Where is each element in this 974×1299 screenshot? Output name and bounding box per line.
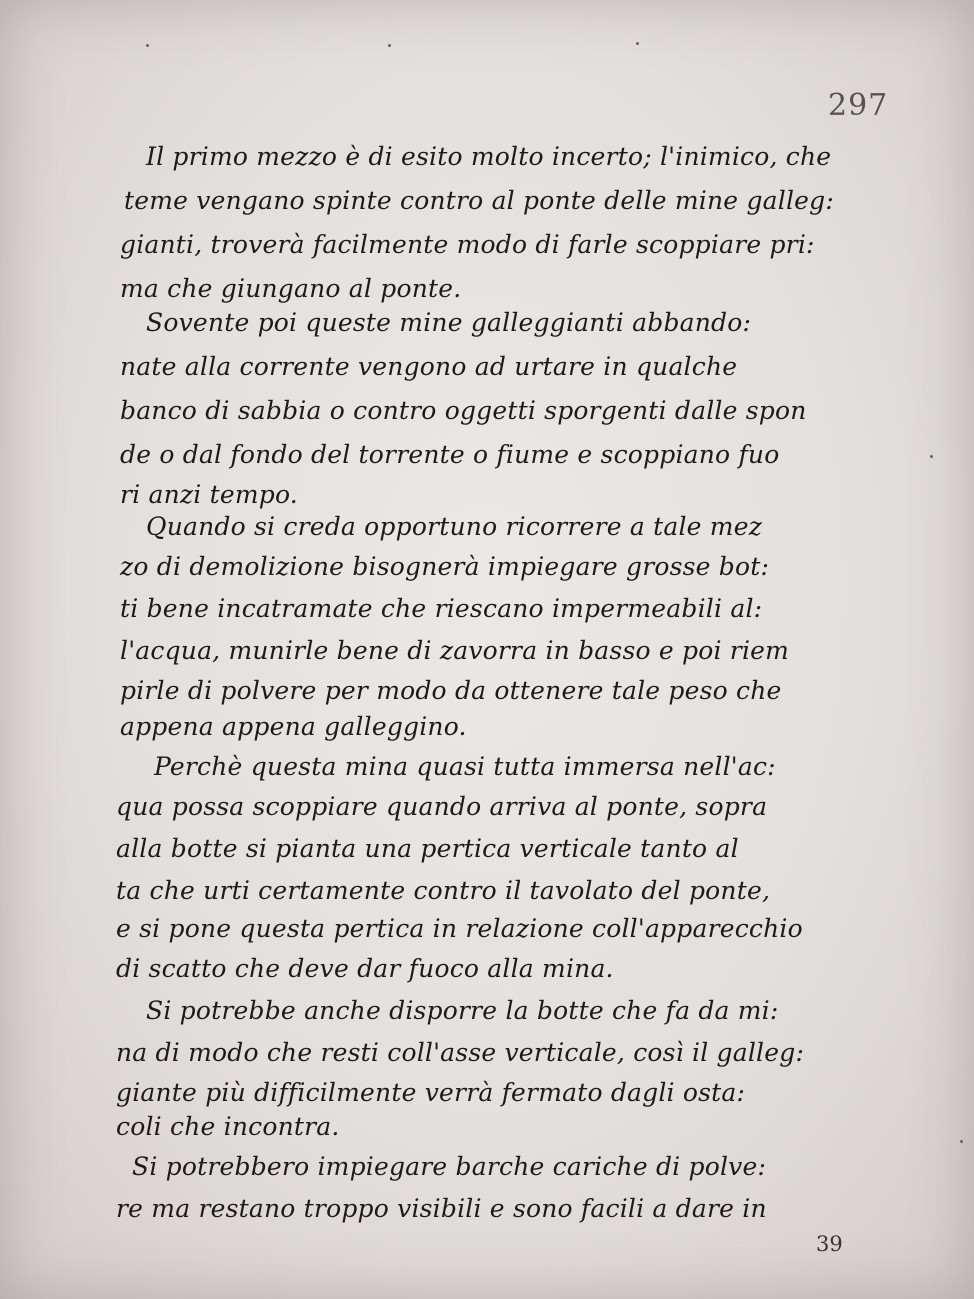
ink-speck (636, 42, 639, 45)
ink-speck (930, 455, 933, 458)
text-line: Quando si creda opportuno ricorrere a tale mez (146, 512, 763, 541)
text-line: alla botte si pianta una pertica verticale tanto al (116, 834, 739, 863)
text-line: appena appena galleggino. (120, 712, 467, 741)
text-line: qua possa scoppiare quando arriva al ponte, sopra (116, 792, 768, 821)
text-line: Si potrebbe anche disporre la botte che fa da mi: (146, 996, 779, 1025)
text-line: ta che urti certamente contro il tavolato del ponte, (116, 876, 771, 905)
text-line: Sovente poi queste mine galleggianti abbando: (146, 308, 752, 337)
text-line: banco di sabbia o contro oggetti sporgenti dalle spon (120, 396, 807, 425)
text-line: gianti, troverà facilmente modo di farle scoppiare pri: (120, 230, 815, 259)
text-line: ti bene incatramate che riescano impermeabili al: (120, 594, 763, 623)
text-line: ma che giungano al ponte. (120, 274, 462, 303)
ink-speck (146, 44, 149, 47)
text-line: Si potrebbero impiegare barche cariche di polve: (132, 1152, 767, 1181)
text-line: zo di demolizione bisognerà impiegare grosse bot: (120, 552, 770, 581)
text-line: nate alla corrente vengono ad urtare in qualche (120, 352, 738, 381)
ink-speck (960, 1140, 963, 1143)
text-line: coli che incontra. (116, 1112, 340, 1141)
text-line: Il primo mezzo è di esito molto incerto; l'inimico, che (146, 142, 832, 171)
text-line: re ma restano troppo visibili e sono facili a dare in (116, 1194, 767, 1223)
signature-number: 39 (816, 1232, 843, 1256)
text-line: l'acqua, munirle bene di zavorra in basso e poi riem (120, 636, 790, 665)
text-line: teme vengano spinte contro al ponte delle mine galleg: (124, 186, 834, 215)
text-line: di scatto che deve dar fuoco alla mina. (116, 954, 614, 983)
text-line: de o dal fondo del torrente o fiume e scoppiano fuo (120, 440, 780, 469)
text-line: e si pone questa pertica in relazione coll'apparecchio (116, 914, 803, 943)
text-line: ri anzi tempo. (120, 480, 298, 509)
page-number: 297 (828, 88, 889, 123)
text-line: Perchè questa mina quasi tutta immersa nell'ac: (154, 752, 776, 781)
ink-speck (388, 44, 391, 47)
text-line: na di modo che resti coll'asse verticale, così il galleg: (116, 1038, 805, 1067)
text-line: pirle di polvere per modo da ottenere tale peso che (120, 676, 782, 705)
text-line: giante più difficilmente verrà fermato dagli osta: (116, 1078, 746, 1107)
